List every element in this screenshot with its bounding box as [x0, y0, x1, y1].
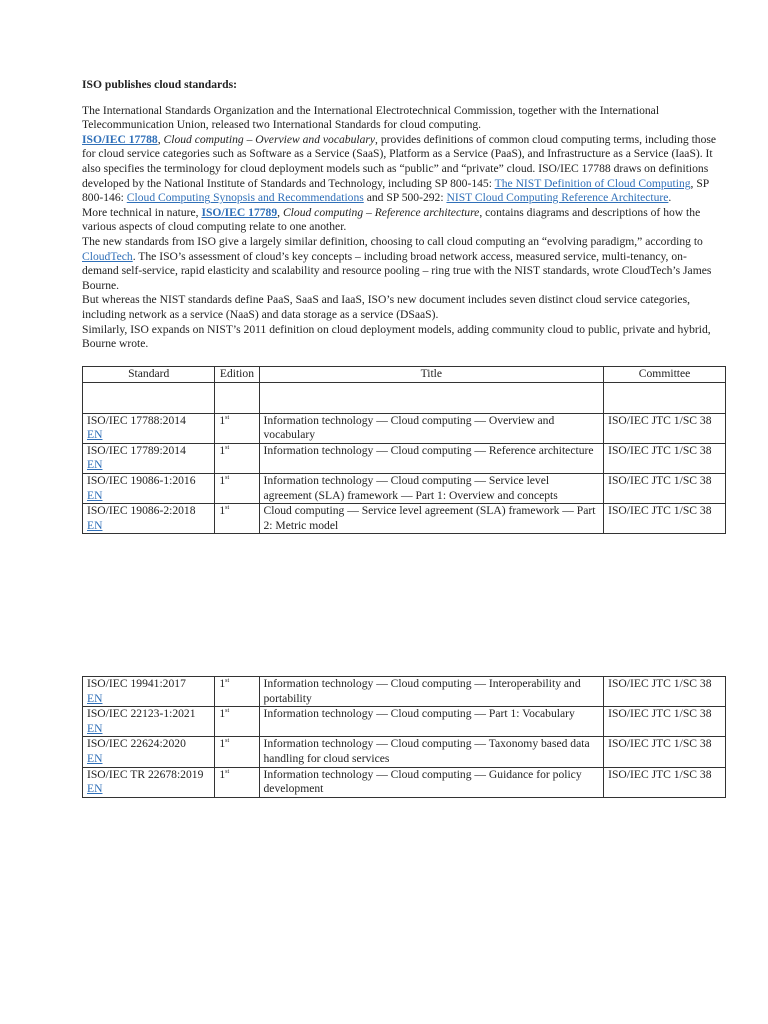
standard-id: ISO/IEC 17789:2014	[87, 443, 186, 457]
nist-definition-link[interactable]: The NIST Definition of Cloud Computing	[494, 176, 691, 190]
standard-cell	[83, 504, 215, 534]
title-cell: Information technology — Cloud computing — Reference architecture	[259, 443, 604, 473]
standard-id: ISO/IEC 22624:2020	[87, 737, 186, 751]
committee-cell: ISO/IEC JTC 1/SC 38	[604, 677, 726, 707]
standard-id: ISO/IEC 19941:2017	[87, 677, 186, 690]
title-cell: Information technology — Cloud computing — Service level agreement (SLA) framework — Part 1: Overview and concepts	[259, 473, 604, 503]
standard-cell	[83, 767, 215, 797]
header-standard: Standard	[83, 367, 215, 383]
title-cell: Information technology — Cloud computing — Taxonomy based data handling for cloud services	[259, 737, 604, 767]
table-row	[83, 677, 726, 707]
language-link-en[interactable]: EN	[87, 721, 103, 735]
edition-cell: 1st	[215, 473, 259, 503]
committee-cell: ISO/IEC JTC 1/SC 38	[604, 504, 726, 534]
edition-cell: 1st	[215, 767, 259, 797]
language-link-en[interactable]: EN	[87, 782, 103, 796]
table-blank-row	[83, 382, 726, 413]
language-link-en[interactable]: EN	[87, 518, 103, 532]
table-row	[83, 707, 726, 737]
paragraph-deployment-models: Similarly, ISO expands on NIST’s 2011 definition on cloud deployment models, adding community cloud to public, private and hybrid, Bourne wrote.	[82, 322, 711, 351]
edition-cell: 1st	[215, 504, 259, 534]
edition-cell: 1st	[215, 413, 259, 443]
language-link-en[interactable]: EN	[87, 751, 103, 765]
iso-17788-link[interactable]: ISO/IEC 17788	[82, 132, 158, 146]
standard-id: ISO/IEC 19086-2:2018	[87, 504, 196, 518]
paragraph-intro: The International Standards Organization and the International Electrotechnical Commission, together with the International Telecommunication Union, released two International Standards for cloud computing.	[82, 103, 660, 132]
title-cell: Information technology — Cloud computing — Part 1: Vocabulary	[259, 707, 604, 737]
committee-cell: ISO/IEC JTC 1/SC 38	[604, 413, 726, 443]
standard-cell	[83, 677, 215, 707]
committee-cell: ISO/IEC JTC 1/SC 38	[604, 443, 726, 473]
standard-cell	[83, 707, 215, 737]
table-row	[83, 767, 726, 797]
title-cell: Information technology — Cloud computing — Interoperability and portability	[259, 677, 604, 707]
committee-cell: ISO/IEC JTC 1/SC 38	[604, 767, 726, 797]
edition-cell: 1st	[215, 737, 259, 767]
iso-17789-link[interactable]: ISO/IEC 17789	[201, 205, 278, 219]
edition-cell: 1st	[215, 677, 259, 707]
committee-cell: ISO/IEC JTC 1/SC 38	[604, 737, 726, 767]
standard-id: ISO/IEC 19086-1:2016	[87, 473, 196, 487]
paragraph-service-categories: But whereas the NIST standards define PaaS, SaaS and IaaS, ISO’s new document includes seven distinct cloud service categories, including network as a service (NaaS) and data storage as a service (DSaaS).	[82, 293, 690, 321]
paragraph-iso-17789: More technical in nature, ISO/IEC 17789, Cloud computing – Reference architecture, contains diagrams and descriptions of how the various aspects of cloud computing relate to one another.	[82, 205, 701, 234]
standards-table-part-2	[82, 676, 726, 798]
standard-id: ISO/IEC TR 22678:2019	[87, 767, 204, 781]
edition-cell: 1st	[215, 443, 259, 473]
table-row	[83, 413, 726, 443]
header-committee: Committee	[604, 367, 726, 383]
article-body	[82, 78, 722, 352]
language-link-en[interactable]: EN	[87, 428, 103, 442]
paragraph-iso-17788: ISO/IEC 17788, Cloud computing – Overview and vocabulary, provides definitions of common cloud computing terms, including those for cloud service categories such as Software as a Service (SaaS), Platform as a Service (PaaS), and Infrastructure as a Service (IaaS). It also specifies the terminology for cloud deployment models such as “public” and “private” cloud. ISO/IEC 17788 draws on definitions developed by the National Institute of Standards and Technology, including SP 800-145: The NIST Definition of Cloud Computing, SP 800-146: Cloud Computing Synopsis and Recommendations and SP 500-292: NIST Cloud Computing Reference Architecture.	[82, 132, 717, 205]
committee-cell: ISO/IEC JTC 1/SC 38	[604, 473, 726, 503]
table-row	[83, 473, 726, 503]
article-heading: ISO publishes cloud standards:	[82, 78, 237, 91]
standard-cell	[83, 473, 215, 503]
standard-id: ISO/IEC 22123-1:2021	[87, 707, 196, 721]
title-cell: Information technology — Cloud computing — Guidance for policy development	[259, 767, 604, 797]
cloudtech-link[interactable]: CloudTech	[82, 249, 133, 263]
standard-id: ISO/IEC 17788:2014	[87, 413, 186, 427]
standard-cell	[83, 737, 215, 767]
language-link-en[interactable]: EN	[87, 691, 103, 705]
table-header-row	[83, 367, 726, 383]
edition-cell: 1st	[215, 707, 259, 737]
header-edition: Edition	[215, 367, 259, 383]
nist-reference-architecture-link[interactable]: NIST Cloud Computing Reference Architecture	[446, 191, 669, 205]
language-link-en[interactable]: EN	[87, 458, 103, 472]
title-cell: Information technology — Cloud computing — Overview and vocabulary	[259, 413, 604, 443]
title-cell: Cloud computing — Service level agreement (SLA) framework — Part 2: Metric model	[259, 504, 604, 534]
nist-synopsis-link[interactable]: Cloud Computing Synopsis and Recommendations	[126, 191, 364, 205]
paragraph-cloudtech: The new standards from ISO give a largely similar definition, choosing to call cloud computing an “evolving paradigm,” according to CloudTech. The ISO’s assessment of cloud’s key concepts – including broad network access, measured service, multi-tenancy, on-demand self-service, rapid elasticity and scalability and resource pooling – ring true with the NIST standards, wrote CloudTech’s James Bourne.	[82, 234, 712, 292]
table-row	[83, 443, 726, 473]
language-link-en[interactable]: EN	[87, 488, 103, 502]
table-row	[83, 737, 726, 767]
iso-17789-title: Cloud computing – Reference architecture	[282, 205, 480, 219]
standards-table-part-1	[82, 366, 726, 534]
table-row	[83, 504, 726, 534]
standard-cell	[83, 443, 215, 473]
iso-17788-title: Cloud computing – Overview and vocabulary	[163, 132, 376, 146]
standard-cell	[83, 413, 215, 443]
header-title: Title	[259, 367, 604, 383]
committee-cell: ISO/IEC JTC 1/SC 38	[604, 707, 726, 737]
